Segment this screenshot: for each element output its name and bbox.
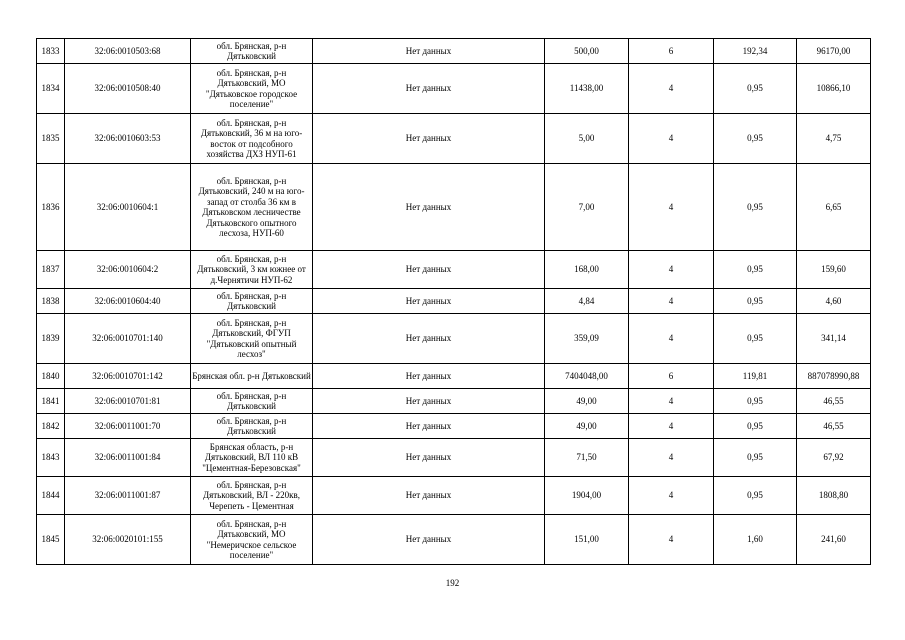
cell-row-number: 1844: [37, 477, 65, 515]
cell-info: Нет данных: [313, 477, 545, 515]
cell-address: обл. Брянская, р-н Дятьковский, 240 м на юго-запад от столба 36 км в Дятьковском лесничестве Дятьковского опытного лесхоза, НУП-60: [191, 164, 313, 251]
table-row: [37, 164, 871, 251]
cell-group: 4: [629, 314, 714, 364]
cell-cadastral-number: 32:06:0020101:155: [65, 515, 191, 565]
cell-cadastral-number: 32:06:0011001:84: [65, 439, 191, 477]
cell-info: Нет данных: [313, 364, 545, 389]
table-row: [37, 251, 871, 289]
cell-value: 96170,00: [797, 39, 871, 64]
cell-address: обл. Брянская, р-н Дятьковский: [191, 414, 313, 439]
cell-rate: 1,60: [714, 515, 797, 565]
cell-value: 159,60: [797, 251, 871, 289]
cadastral-table: [36, 38, 871, 565]
cell-value: 46,55: [797, 389, 871, 414]
cell-cadastral-number: 32:06:0010604:1: [65, 164, 191, 251]
cell-address: Брянская обл. р-н Дятьковский: [191, 364, 313, 389]
cell-info: Нет данных: [313, 289, 545, 314]
cell-value: 6,65: [797, 164, 871, 251]
cell-row-number: 1838: [37, 289, 65, 314]
cell-rate: 0,95: [714, 164, 797, 251]
cell-info: Нет данных: [313, 515, 545, 565]
cell-row-number: 1841: [37, 389, 65, 414]
cell-group: 4: [629, 289, 714, 314]
cell-area: 11438,00: [545, 64, 629, 114]
cell-cadastral-number: 32:06:0010603:53: [65, 114, 191, 164]
cell-row-number: 1833: [37, 39, 65, 64]
cell-info: Нет данных: [313, 251, 545, 289]
cell-value: 4,75: [797, 114, 871, 164]
cell-group: 4: [629, 164, 714, 251]
cell-info: Нет данных: [313, 114, 545, 164]
table-row: [37, 314, 871, 364]
cell-group: 4: [629, 114, 714, 164]
cell-value: 46,55: [797, 414, 871, 439]
table-row: [37, 114, 871, 164]
cell-row-number: 1840: [37, 364, 65, 389]
cell-address: обл. Брянская, р-н Дятьковский, МО "Дятьковское городское поселение": [191, 64, 313, 114]
cell-cadastral-number: 32:06:0010508:40: [65, 64, 191, 114]
cell-address: обл. Брянская, р-н Дятьковский, ВЛ - 220кв, Черепеть - Цементная: [191, 477, 313, 515]
cell-value: 67,92: [797, 439, 871, 477]
cell-value: 341,14: [797, 314, 871, 364]
cell-cadastral-number: 32:06:0011001:70: [65, 414, 191, 439]
cell-group: 4: [629, 414, 714, 439]
cell-cadastral-number: 32:06:0010701:140: [65, 314, 191, 364]
cell-rate: 192,34: [714, 39, 797, 64]
cell-rate: 0,95: [714, 439, 797, 477]
cell-group: 4: [629, 389, 714, 414]
cell-info: Нет данных: [313, 314, 545, 364]
cell-info: Нет данных: [313, 389, 545, 414]
cell-rate: 119,81: [714, 364, 797, 389]
cell-value: 241,60: [797, 515, 871, 565]
cell-group: 6: [629, 364, 714, 389]
cell-address: обл. Брянская, р-н Дятьковский: [191, 289, 313, 314]
cell-info: Нет данных: [313, 39, 545, 64]
cell-rate: 0,95: [714, 389, 797, 414]
table-row: [37, 439, 871, 477]
table-row: [37, 515, 871, 565]
cell-rate: 0,95: [714, 477, 797, 515]
table-row: [37, 414, 871, 439]
cell-cadastral-number: 32:06:0010701:142: [65, 364, 191, 389]
cell-address: обл. Брянская, р-н Дятьковский, МО "Немеричское сельское поселение": [191, 515, 313, 565]
cell-row-number: 1839: [37, 314, 65, 364]
table-row: [37, 39, 871, 64]
table-row: [37, 477, 871, 515]
cell-group: 4: [629, 251, 714, 289]
table-row: [37, 389, 871, 414]
cell-area: 359,09: [545, 314, 629, 364]
cell-row-number: 1836: [37, 164, 65, 251]
cell-rate: 0,95: [714, 289, 797, 314]
cell-rate: 0,95: [714, 64, 797, 114]
cell-cadastral-number: 32:06:0011001:87: [65, 477, 191, 515]
table-row: [37, 64, 871, 114]
cell-area: 7404048,00: [545, 364, 629, 389]
cell-group: 4: [629, 64, 714, 114]
cell-area: 168,00: [545, 251, 629, 289]
cell-area: 151,00: [545, 515, 629, 565]
cell-address: обл. Брянская, р-н Дятьковский, ФГУП "Дятьковский опытный лесхоз": [191, 314, 313, 364]
page-number: 192: [445, 578, 460, 588]
cell-info: Нет данных: [313, 64, 545, 114]
cell-cadastral-number: 32:06:0010701:81: [65, 389, 191, 414]
cell-group: 4: [629, 477, 714, 515]
cell-address: обл. Брянская, р-н Дятьковский, 36 м на юго-восток от подсобного хозяйства ДХЗ НУП-61: [191, 114, 313, 164]
cell-rate: 0,95: [714, 251, 797, 289]
cell-area: 7,00: [545, 164, 629, 251]
cell-value: 4,60: [797, 289, 871, 314]
cell-area: 71,50: [545, 439, 629, 477]
cell-cadastral-number: 32:06:0010503:68: [65, 39, 191, 64]
cell-value: 887078990,88: [797, 364, 871, 389]
cell-area: 49,00: [545, 389, 629, 414]
table-row: [37, 364, 871, 389]
cell-value: 1808,80: [797, 477, 871, 515]
cell-area: 49,00: [545, 414, 629, 439]
cell-group: 4: [629, 515, 714, 565]
cell-row-number: 1837: [37, 251, 65, 289]
table-row: [37, 289, 871, 314]
cell-area: 5,00: [545, 114, 629, 164]
cell-group: 4: [629, 439, 714, 477]
cell-address: обл. Брянская, р-н Дятьковский, 3 км южнее от д.Чернятичи НУП-62: [191, 251, 313, 289]
cell-row-number: 1835: [37, 114, 65, 164]
cell-area: 500,00: [545, 39, 629, 64]
cell-rate: 0,95: [714, 414, 797, 439]
table-body: [37, 39, 871, 565]
cell-address: обл. Брянская, р-н Дятьковский: [191, 39, 313, 64]
cell-row-number: 1834: [37, 64, 65, 114]
cell-group: 6: [629, 39, 714, 64]
cell-address: обл. Брянская, р-н Дятьковский: [191, 389, 313, 414]
cell-row-number: 1843: [37, 439, 65, 477]
cell-rate: 0,95: [714, 114, 797, 164]
cell-rate: 0,95: [714, 314, 797, 364]
cell-area: 4,84: [545, 289, 629, 314]
cell-info: Нет данных: [313, 164, 545, 251]
cell-cadastral-number: 32:06:0010604:2: [65, 251, 191, 289]
cell-info: Нет данных: [313, 439, 545, 477]
cell-address: Брянская область, р-н Дятьковский, ВЛ 110 кВ "Цементная-Березовская": [191, 439, 313, 477]
cell-value: 10866,10: [797, 64, 871, 114]
cell-cadastral-number: 32:06:0010604:40: [65, 289, 191, 314]
cell-row-number: 1845: [37, 515, 65, 565]
cell-row-number: 1842: [37, 414, 65, 439]
cell-info: Нет данных: [313, 414, 545, 439]
cell-area: 1904,00: [545, 477, 629, 515]
